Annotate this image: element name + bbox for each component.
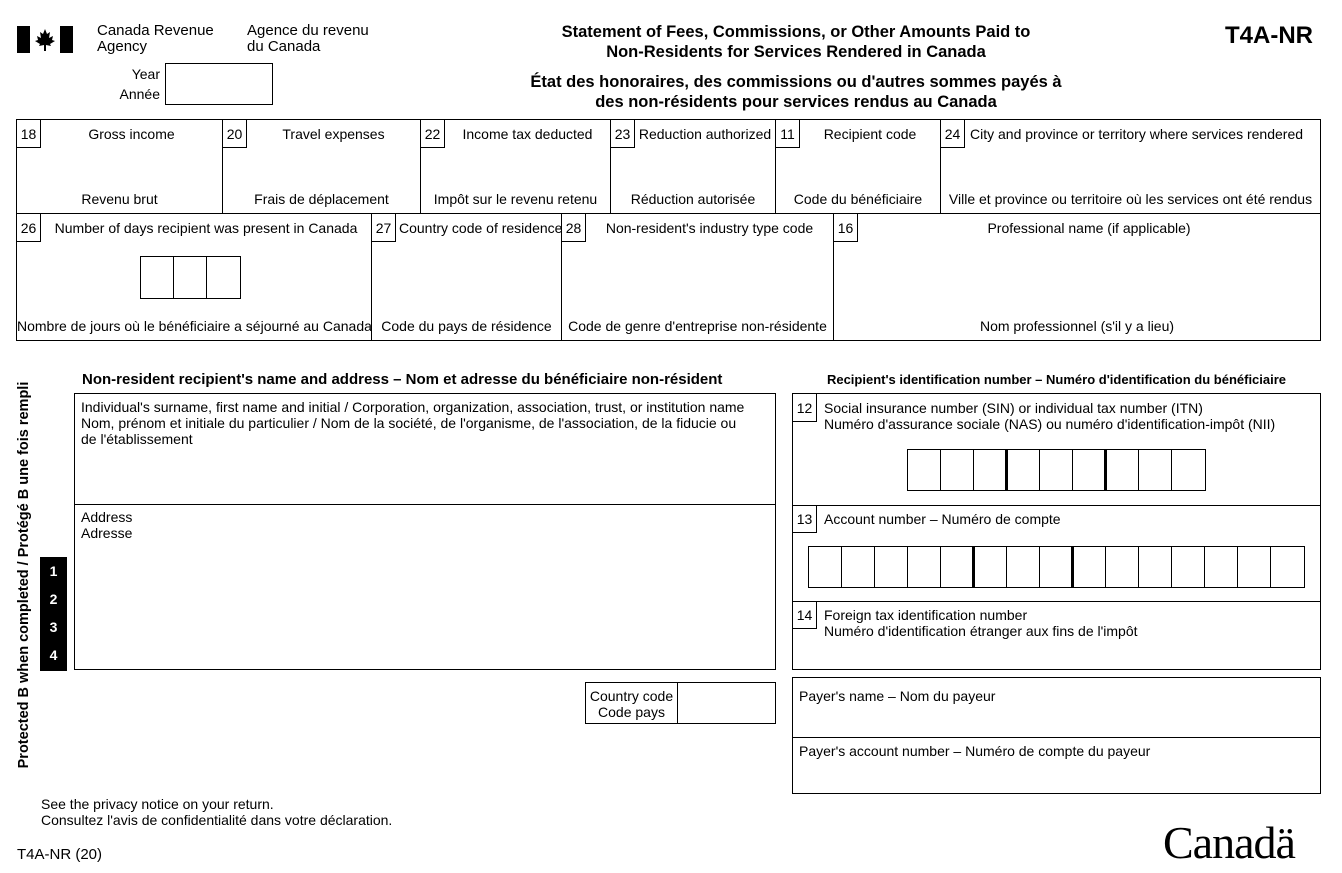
- year-input[interactable]: [165, 63, 273, 105]
- box-label-en: Country code of residence: [399, 220, 563, 236]
- footer-form-code: T4A-NR (20): [17, 846, 103, 863]
- box-label-en: Income tax deducted: [462, 126, 593, 142]
- box-number: 18: [17, 120, 41, 148]
- country-code-box: [585, 682, 776, 724]
- box-23-reduction-authorized[interactable]: [611, 120, 776, 213]
- box-label-en: Travel expenses: [282, 126, 385, 142]
- foreign-tax-id-label: Foreign tax identification number Numéro d'identification étranger aux fins de l'impôt: [824, 607, 1138, 639]
- box-number: 27: [372, 214, 396, 242]
- box-18-gross-income[interactable]: [17, 120, 223, 213]
- payer-name-label: Payer's name – Nom du payeur: [799, 688, 996, 704]
- box-label-en: Recipient code: [823, 126, 917, 142]
- agency-name-en: Canada Revenue Agency: [97, 22, 214, 55]
- address-line-marker: 1: [40, 557, 67, 585]
- box-11-recipient-code[interactable]: [776, 120, 941, 213]
- payer-account-field[interactable]: [793, 737, 1320, 793]
- sin-digit-boxes[interactable]: [907, 449, 1206, 491]
- box-label-fr: Code du bénéficiaire: [793, 191, 923, 207]
- recipient-name-label: Individual's surname, first name and initial / Corporation, organization, association, trust, or institution name Nom, prénom et initiale du particulier / Nom de la société, de l'organisme, de l'association, de la fiducie ou de l'établissement: [81, 399, 745, 447]
- box-number: 16: [834, 214, 858, 242]
- box-13-account-number: [793, 505, 1320, 602]
- box-label-en: Gross income: [88, 126, 175, 142]
- box-number: 22: [421, 120, 445, 148]
- box-12-sin: [793, 394, 1320, 506]
- box-number: 14: [793, 601, 817, 629]
- box-label-fr: Impôt sur le revenu retenu: [433, 191, 598, 207]
- form-title-fr: État des honoraires, des commissions ou d'autres sommes payés à des non-résidents pour services rendus au Canada: [530, 73, 1062, 111]
- box-number: 23: [611, 120, 635, 148]
- box-number: 20: [223, 120, 247, 148]
- agency-name-fr: Agence du revenu du Canada: [247, 22, 369, 55]
- box-label-fr: Code de genre d'entreprise non-résidente: [568, 318, 827, 334]
- box-label-fr: Revenu brut: [81, 191, 158, 207]
- box-number: 13: [793, 505, 817, 533]
- box-22-income-tax-deducted[interactable]: [421, 120, 611, 213]
- box-26-days-present: [17, 214, 372, 340]
- recipient-address-label: Address Adresse: [81, 509, 133, 541]
- account-number-label: Account number – Numéro de compte: [824, 511, 1061, 527]
- recipient-heading: Non-resident recipient's name and address – Nom et adresse du bénéficiaire non-résident: [82, 371, 723, 388]
- address-line-marker: 4: [40, 641, 67, 669]
- country-code-input[interactable]: [677, 683, 776, 723]
- box-label-en: Number of days recipient was present in Canada: [54, 220, 358, 236]
- box-label-en: Professional name (if applicable): [987, 220, 1191, 236]
- protected-b-label: Protected B when completed / Protégé B une fois rempli: [16, 381, 32, 769]
- address-line-marker: 2: [40, 585, 67, 613]
- box-label-fr: Nombre de jours où le bénéficiaire a séjourné au Canada: [17, 318, 372, 334]
- box-14-foreign-tax-id[interactable]: [793, 601, 1320, 669]
- address-line-marker: 3: [40, 613, 67, 641]
- canada-wordmark: Canadä: [1163, 817, 1295, 868]
- box-label-fr: Nom professionnel (s'il y a lieu): [979, 318, 1175, 334]
- box-label-fr: Ville et province ou territoire où les services ont été rendus: [948, 191, 1313, 207]
- box-label-fr: Code du pays de résidence: [381, 318, 552, 334]
- box-label-en: City and province or territory where services rendered: [970, 126, 1304, 142]
- form-title-en: Statement of Fees, Commissions, or Other Amounts Paid to Non-Residents for Services Rendered in Canada: [561, 23, 1031, 61]
- box-label-fr: Réduction autorisée: [630, 191, 756, 207]
- box-number: 24: [941, 120, 965, 148]
- box-28-industry-type[interactable]: [562, 214, 834, 340]
- box-number: 28: [562, 214, 586, 242]
- payer-account-label: Payer's account number – Numéro de compte du payeur: [799, 743, 1151, 759]
- row1: [16, 119, 1321, 214]
- box-24-city-province[interactable]: [941, 120, 1320, 213]
- row2: [16, 213, 1321, 341]
- box-label-en: Reduction authorized: [638, 126, 772, 142]
- box-number: 12: [793, 394, 817, 422]
- box-16-professional-name[interactable]: [834, 214, 1320, 340]
- box-20-travel-expenses[interactable]: [223, 120, 421, 213]
- privacy-notice: See the privacy notice on your return. Consultez l'avis de confidentialité dans votre déclaration.: [41, 796, 393, 828]
- box-label-fr: Frais de déplacement: [254, 191, 389, 207]
- box-label-en: Non-resident's industry type code: [605, 220, 814, 236]
- box-27-country-code-residence[interactable]: [372, 214, 562, 340]
- recipient-address-box[interactable]: [74, 504, 776, 670]
- form-code: T4A-NR: [1225, 22, 1313, 49]
- address-line-markers: [40, 557, 67, 671]
- ident-box: [792, 393, 1321, 670]
- recipient-name-box[interactable]: [74, 393, 776, 505]
- canada-flag-icon: [17, 26, 73, 53]
- sin-label: Social insurance number (SIN) or individual tax number (ITN) Numéro d'assurance sociale (NAS) ou numéro d'identification-impôt (NII): [824, 400, 1276, 432]
- country-code-label: Country code Code pays: [589, 688, 674, 720]
- box-number: 11: [776, 120, 800, 148]
- year-label: Year Année: [119, 66, 160, 102]
- box-number: 26: [17, 214, 41, 242]
- payer-box: [792, 677, 1321, 794]
- payer-name-field[interactable]: [793, 678, 1320, 738]
- ident-heading: Recipient's identification number – Numéro d'identification du bénéficiaire: [826, 372, 1287, 387]
- days-digit-boxes[interactable]: [140, 256, 241, 299]
- account-digit-boxes[interactable]: [808, 546, 1305, 588]
